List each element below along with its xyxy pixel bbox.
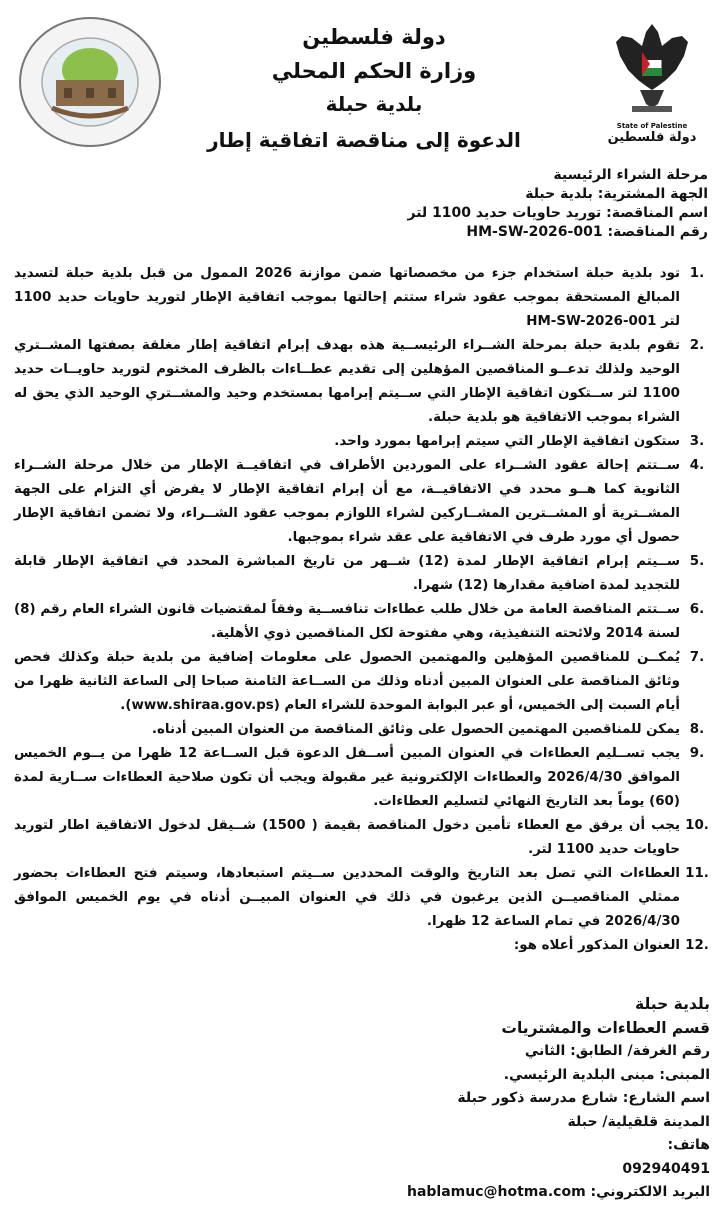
list-item <box>14 814 714 862</box>
list-item <box>14 262 714 334</box>
email-value[interactable]: hablamuc@hotma.com <box>406 1184 586 1200</box>
tender-name-line: اسم المناقصة: توريد حاويات حديد 1100 لتر <box>407 205 708 221</box>
list-item <box>14 550 714 598</box>
list-item-text: تقوم بلدية حبلة بمرحلة الشــراء الرئيســية هذه بهدف إبرام اتفاقية إطار مغلقة بصفتها المشــتري الوحيد ولذلك تدعــو المناقصين المؤهلين إلى تقديم عطــاءات بالظرف المختوم لتوريد حاويــات حديد 1100 لتر ســتكون اتفاقية الإطار التي ســيتم إبرامها بمستخدم وحيد والمشــتري الوحيد الذي يحق له الشراء بموجب الاتفاقية هو بلدية حبلة. <box>14 338 680 425</box>
list-item-number: .7 <box>689 650 705 665</box>
state-name: دولة فلسطين <box>302 25 446 49</box>
conditions-list <box>14 262 714 958</box>
purchaser-line: الجهة المشترية: بلدية حبلة <box>525 186 708 202</box>
list-item-text: ســيتم إبرام اتفاقية الإطار لمدة (12) شــهر من تاريخ المباشرة المحدد في اتفاقية الإطار قابلة للتجديد لمدة اضافية مقدارها (12) شهرا. <box>14 554 680 593</box>
list-item-text: يجب أن يرفق مع العطاء تأمين دخول المناقصة بقيمة ( 1500) شــيقل لدخول الاتفاقية اطار لتوريد حاويات حديد 1100 لتر. <box>14 818 680 857</box>
tender-meta <box>18 166 708 242</box>
announcement-title: الدعوة إلى مناقصة اتفاقية إطار <box>207 128 521 152</box>
list-item-text: العنوان المذكور أعلاه هو: <box>513 938 680 953</box>
list-item-text: تود بلدية حبلة استخدام جزء من مخصصاتها ضمن موازنة 2026 الممول من قبل بلدية حبلة لتسديد المبالغ المستحقة بموجب عقود شراء ستتم إحالتها بموجب اتفاقية الإطار لتوريد حاويات حديد 1100 لتر HM-SW-2026-001 <box>14 266 680 329</box>
list-item-text: يُمكــن للمناقصين المؤهلين والمهتمين الحصول على معلومات إضافية من بلدية حبلة وكذلك فحص وثائق المناقصة على العنوان المبين أدناه وذلك من الســاعة الثامنة صباحا إلى الساعة الثانية ظهرا من أيام السبت إلى الخميس، أو عبر البوابة الموحدة للشراء العام (www.shiraa.gov.ps). <box>14 650 680 713</box>
list-item-number: .10 <box>685 818 709 833</box>
list-item <box>14 934 714 958</box>
address-line-3: رقم الغرفة/ الطابق: الثاني <box>524 1043 710 1059</box>
list-item <box>14 430 714 454</box>
address-line-5: اسم الشارع: شارع مدرسة ذكور حبلة <box>457 1090 710 1106</box>
address-block <box>30 993 710 1205</box>
eagle-emblem-icon <box>602 16 702 124</box>
list-item-number: .1 <box>689 266 705 281</box>
list-item <box>14 646 714 718</box>
stage-line: مرحلة الشراء الرئيسية <box>553 167 708 183</box>
list-item-number: .8 <box>689 722 705 737</box>
list-item <box>14 862 714 934</box>
phone-label: هاتف: <box>667 1137 710 1153</box>
tender-number-value: HM-SW-2026-001 <box>466 224 603 240</box>
list-item <box>14 718 714 742</box>
list-item-text: ستكون اتفاقية الإطار التي سيتم إبرامها بمورد واحد. <box>334 434 680 449</box>
ministry-name: وزارة الحكم المحلي <box>271 59 477 83</box>
email-label: البريد الالكتروني: <box>585 1184 710 1200</box>
tender-number-label: رقم المناقصة: <box>602 224 708 240</box>
phone-number <box>30 1158 710 1182</box>
emblem-caption: دولة فلسطين <box>607 130 697 145</box>
list-item-number: .6 <box>689 602 705 617</box>
list-item-number: .12 <box>685 938 709 953</box>
municipality-name: بلدية حبلة <box>325 92 423 116</box>
list-item <box>14 334 714 430</box>
list-item <box>14 454 714 550</box>
list-item-text: ســتتم المناقصة العامة من خلال طلب عطاءات تنافســية وفقاً لمقتضيات قانون الشراء العام رقم (8) لسنة 2014 ولائحته التنفيذية، وهي مفتوحة لكل المناقصين ذوي الأهلية. <box>14 602 680 641</box>
header <box>0 0 728 152</box>
list-item-text: العطاءات التي تصل بعد التاريخ والوقت المحددين ســيتم استبعادها، وسيتم فتح العطاءات بحضور ممثلي المناقصيــن الذين يرغبون في ذلك في العنوان المبيــن أدناه في يوم الخميس الموافق 2026/4/30 في تمام الساعة 12 ظهرا. <box>14 866 680 929</box>
list-item-text: يجب تســليم العطاءات في العنوان المبين أســفل الدعوة قبل الســاعة 12 ظهرا من يــوم الخميس الموافق 2026/4/30 والعطاءات الإلكترونية غير مقبولة ويجب أن تكون صلاحية العطاءات ســارية لمدة (60) يوماً بعد التاريخ النهائي لتسليم العطاءات. <box>14 746 680 809</box>
emblem-small-caption: State of Palestine <box>616 122 688 130</box>
address-line-2: قسم العطاءات والمشتريات <box>501 1018 710 1037</box>
list-item <box>14 742 714 814</box>
list-item-number: .9 <box>689 746 705 761</box>
email-line <box>30 1181 710 1205</box>
list-item-number: .2 <box>689 338 705 353</box>
phone-value: 092940491 <box>622 1160 710 1177</box>
tender-number-line <box>18 223 708 242</box>
palestine-emblem-logo <box>602 16 702 146</box>
header-titles <box>170 20 578 120</box>
address-line-4: المبنى: مبنى البلدية الرئيسي. <box>503 1066 710 1083</box>
list-item-number: .4 <box>689 458 705 473</box>
list-item-text: يمكن للمناقصين المهتمين الحصول على وثائق المناقصة من العنوان المبين أدناه. <box>151 722 680 737</box>
address-line-6: المدينة قلقيلية/ حبلة <box>567 1113 710 1130</box>
list-item-number: .11 <box>685 866 709 881</box>
list-item-number: .5 <box>689 554 705 569</box>
address-line-1: بلدية حبلة <box>635 995 710 1013</box>
list-item <box>14 598 714 646</box>
list-item-text: ســتتم إحالة عقود الشــراء على الموردين الأطراف في اتفاقيــة الإطار من خلال مرحلة الشــراء الثانوية كما هــو محدد في الاتفاقيــة، مع أن إبرام اتفاقية الإطار لا يفرض أي التزام على الجهة المشــترية أو المشــترين المشــاركين لشراء اللوازم بموجب عقود الشــراء، ولا تضمن اتفاقية الإطار حصول أي مورد طرف في الاتفاقية على عقد شراء بموجبها. <box>14 458 680 545</box>
list-item-number: .3 <box>689 434 705 449</box>
